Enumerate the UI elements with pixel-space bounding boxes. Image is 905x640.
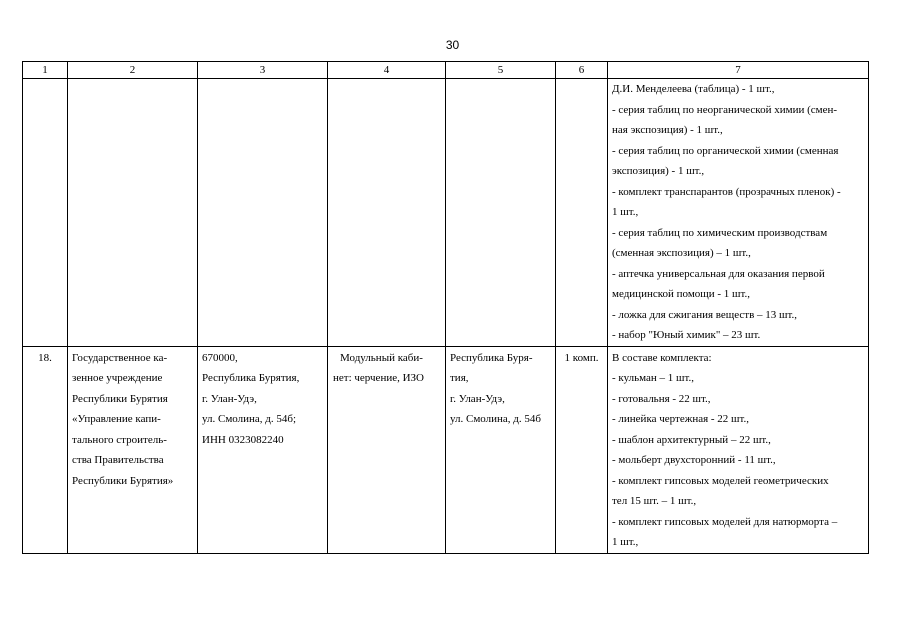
column-header: 5 [446,62,556,79]
column-header: 7 [608,62,869,79]
quantity: 1 комп. [564,351,599,364]
list-item: - комплект транспарантов (прозрачных пленок) - [612,185,841,198]
organization-cell [68,346,198,553]
list-item: - ложка для сжигания веществ – 13 шт., [612,308,798,321]
list-item: - серия таблиц по химическим производствам [612,226,828,239]
column-header: 1 [23,62,68,79]
column-header: 6 [556,62,608,79]
list-item: (сменная экспозиция) – 1 шт., [612,247,751,259]
table-row [23,346,869,553]
cabinet-type: Модульный каби- нет: черчение, ИЗО [333,351,424,384]
list-item: - комплект гипсовых моделей геометрических [612,474,829,487]
list-item: Д.И. Менделеева (таблица) - 1 шт., [612,83,775,95]
list-item: тел 15 шт. – 1 шт., [612,495,697,507]
list-item: - серия таблиц по органической химии (сменная [612,144,839,157]
list-item: медицинской помощи - 1 шт., [612,288,751,300]
list-item: - мольберт двухсторонний - 11 шт., [612,454,776,466]
list-item: - комплект гипсовых моделей для натюрморта – [612,515,838,528]
list-item: ная экспозиция) - 1 шт., [612,124,723,136]
column-header: 2 [68,62,198,79]
equipment-list [608,79,868,346]
list-item: экспозиция) - 1 шт., [612,165,705,177]
equipment-list-cell [608,346,869,553]
equipment-list [608,347,868,553]
address-cell [198,346,328,553]
page-number: 30 [445,38,460,52]
column-header: 4 [328,62,446,79]
organization-address: 670000, Республика Бурятия, г. Улан-Удэ, ул. Смолина, д. 54б; ИНН 0323082240 [202,351,300,446]
table-row [23,79,869,347]
list-item: - линейка чертежная - 22 шт., [612,413,750,425]
list-item: 1 шт., [612,206,639,218]
list-item: - аптечка универсальная для оказания первой [612,267,825,280]
location-cell [446,346,556,553]
row-number-cell [23,346,68,553]
organization-name: Государственное ка- зенное учреждение Республики Бурятия «Управление капи- тального строитель- ства Правительства Республики Бурятия» [72,351,174,487]
list-item: - готовальня - 22 шт., [612,392,711,405]
list-item: - кульман – 1 шт., [612,372,694,384]
equipment-table [22,61,869,554]
column-number-row [23,62,869,79]
column-header: 3 [198,62,328,79]
list-item: - шаблон архитектурный – 22 шт., [612,433,771,446]
row-number: 18. [38,351,52,364]
list-item: - набор "Юный химик" – 23 шт. [612,329,761,341]
location: Республика Буря- тия, г. Улан-Удэ, ул. Смолина, д. 54б [450,351,541,425]
list-item: - серия таблиц по неорганической химии (смен- [612,103,838,116]
list-item: 1 шт., [612,536,639,548]
quantity-cell [556,346,608,553]
equipment-list-cell [608,79,869,347]
list-item: В составе комплекта: [612,351,712,364]
cabinet-type-cell [328,346,446,553]
